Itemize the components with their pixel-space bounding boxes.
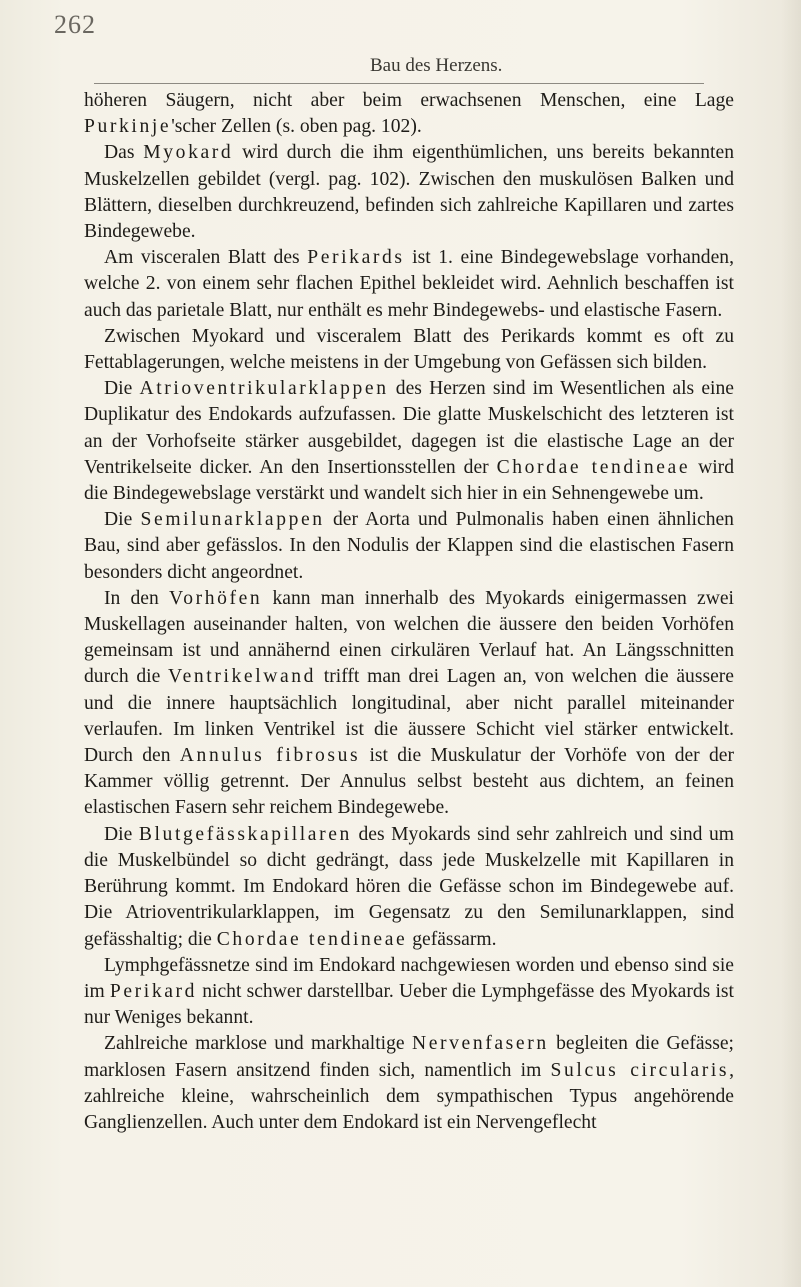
- paragraph: [84, 822, 734, 953]
- text-run: des Myokards sind sehr zahlreich und sind um die Muskelbündel so dicht gedrängt, dass jede Muskelzelle mit Kapillaren in Berührung kommt. Im Endokard hören die Gefässe schon im Bindegewebe auf. Die Atrioventrikularklappen, im Gegensatz zu den Semilunarklappen, sind gefässhaltig; die: [84, 823, 734, 950]
- body-text: [84, 88, 734, 1136]
- emphasized-term: Chordae tendineae: [216, 928, 408, 950]
- text-run: wird durch die ihm eigenthümlichen, uns bereits bekannten Muskelzellen gebildet (vergl. pag. 102). Zwischen den muskulösen Balken und Blättern, dieselben durchkreuzend, befinden sich zahlreiche Kapillaren und zartes Bindegewebe.: [84, 142, 734, 243]
- text-run: In den: [104, 587, 169, 609]
- paragraph: [84, 88, 734, 140]
- emphasized-term: Annulus fibrosus: [179, 745, 361, 767]
- page-number: 262: [54, 10, 96, 39]
- emphasized-term: Ventrikelwand: [168, 666, 317, 688]
- paragraph: [84, 507, 734, 586]
- header-rule: [94, 83, 704, 84]
- text-run: trifft man drei Lagen an, von welchen die äussere und die innere hauptsächlich longitudinal, aber nicht parallel miteinander verlaufen. Im linken Ventrikel ist die äussere Schicht viel stärker entwickelt. Durch den: [84, 666, 734, 767]
- emphasized-term: Purkinje: [84, 116, 172, 138]
- emphasized-term: Blutgefässkapillaren: [138, 823, 352, 845]
- text-run: Die: [104, 378, 140, 400]
- text-run: 'scher Zellen (s. oben pag. 102).: [171, 116, 422, 138]
- text-run: nicht schwer darstellbar. Ueber die Lymphgefässe des Myokards ist nur Weniges bekannt.: [84, 980, 734, 1029]
- text-run: höheren Säugern, nicht aber beim erwachsenen Menschen, eine Lage: [84, 90, 734, 111]
- paragraph: [84, 953, 734, 1032]
- text-run: der Aorta und Pulmonalis haben einen ähnlichen Bau, sind aber gefässlos. In den Nodulis der Klappen sind die elastischen Fasern besonders dicht angeordnet.: [84, 509, 734, 583]
- emphasized-term: Chordae tendineae: [496, 456, 691, 478]
- emphasized-term: Perikard: [109, 980, 198, 1002]
- emphasized-term: Myokard: [143, 142, 234, 164]
- text-run: ist 1. eine Bindegewebslage vorhanden, welche 2. von einem sehr flachen Epithel bekleidet wird. Aehnlich beschaffen ist auch das parietale Blatt, nur enthält es mehr Bindegewebs- und elastische Fasern.: [84, 247, 734, 321]
- text-run: kann man innerhalb des Myokards einigermassen zwei Muskellagen auseinander halten, von welchen die äussere den beiden Vorhöfen gemeinsam ist und annähernd einen cirkulären Verlauf hat. An Längsschnitten durch die: [84, 587, 734, 688]
- emphasized-term: Sulcus circularis: [550, 1059, 730, 1081]
- text-run: ist die Muskulatur der Vorhöfe von der der Kammer völlig getrennt. Der Annulus selbst besteht aus dichtem, an feinen elastischen Fasern sehr reichem Bindegewebe.: [84, 745, 734, 819]
- paragraph: [84, 324, 734, 376]
- text-run: gefässarm.: [407, 928, 497, 950]
- emphasized-term: Atrioventrikularklappen: [139, 378, 389, 400]
- text-run: Lymphgefässnetze sind im Endokard nachgewiesen worden und ebenso sind sie im: [84, 954, 734, 1002]
- paragraph: [84, 1031, 734, 1136]
- paragraph: [84, 245, 734, 324]
- emphasized-term: Nervenfasern: [411, 1033, 549, 1055]
- text-run: Das: [104, 142, 144, 164]
- running-head: Bau des Herzens.: [370, 55, 503, 76]
- text-run: wird die Bindegewebslage verstärkt und wandelt sich hier in ein Sehnengewebe um.: [84, 456, 734, 505]
- text-run: Zwischen Myokard und visceralem Blatt des Perikards kommt es oft zu Fettablagerungen, welche meistens in der Umgebung von Gefässen sich bilden.: [84, 325, 734, 374]
- paragraph: [84, 140, 734, 245]
- text-run: Zahlreiche marklose und markhaltige: [104, 1033, 412, 1055]
- page-header: [54, 10, 754, 76]
- text-run: Am visceralen Blatt des: [104, 247, 308, 269]
- text-run: Die: [104, 509, 141, 531]
- emphasized-term: Semilunarklappen: [140, 509, 325, 531]
- emphasized-term: Perikards: [307, 247, 405, 269]
- text-run: des Herzen sind im Wesentlichen als eine Duplikatur des Endokards aufzufassen. Die glatte Muskelschicht des letzteren ist an der Vorhofseite stärker ausgebildet, dagegen ist die elastische Lage an der Ventrikelseite dicker. An den Insertionsstellen der: [84, 378, 734, 478]
- text-run: Die: [104, 823, 139, 845]
- text-run: begleiten die Gefässe; marklosen Fasern ansitzend finden sich, namentlich im: [84, 1033, 734, 1081]
- text-run: , zahlreiche kleine, wahrscheinlich dem sympathischen Typus angehörende Ganglienzellen. Auch unter dem Endokard ist ein Nervengeflecht: [84, 1059, 734, 1133]
- paragraph: [84, 586, 734, 822]
- paragraph: [84, 376, 734, 507]
- emphasized-term: Vorhöfen: [168, 587, 263, 609]
- page-edge-shadow: [781, 0, 801, 1287]
